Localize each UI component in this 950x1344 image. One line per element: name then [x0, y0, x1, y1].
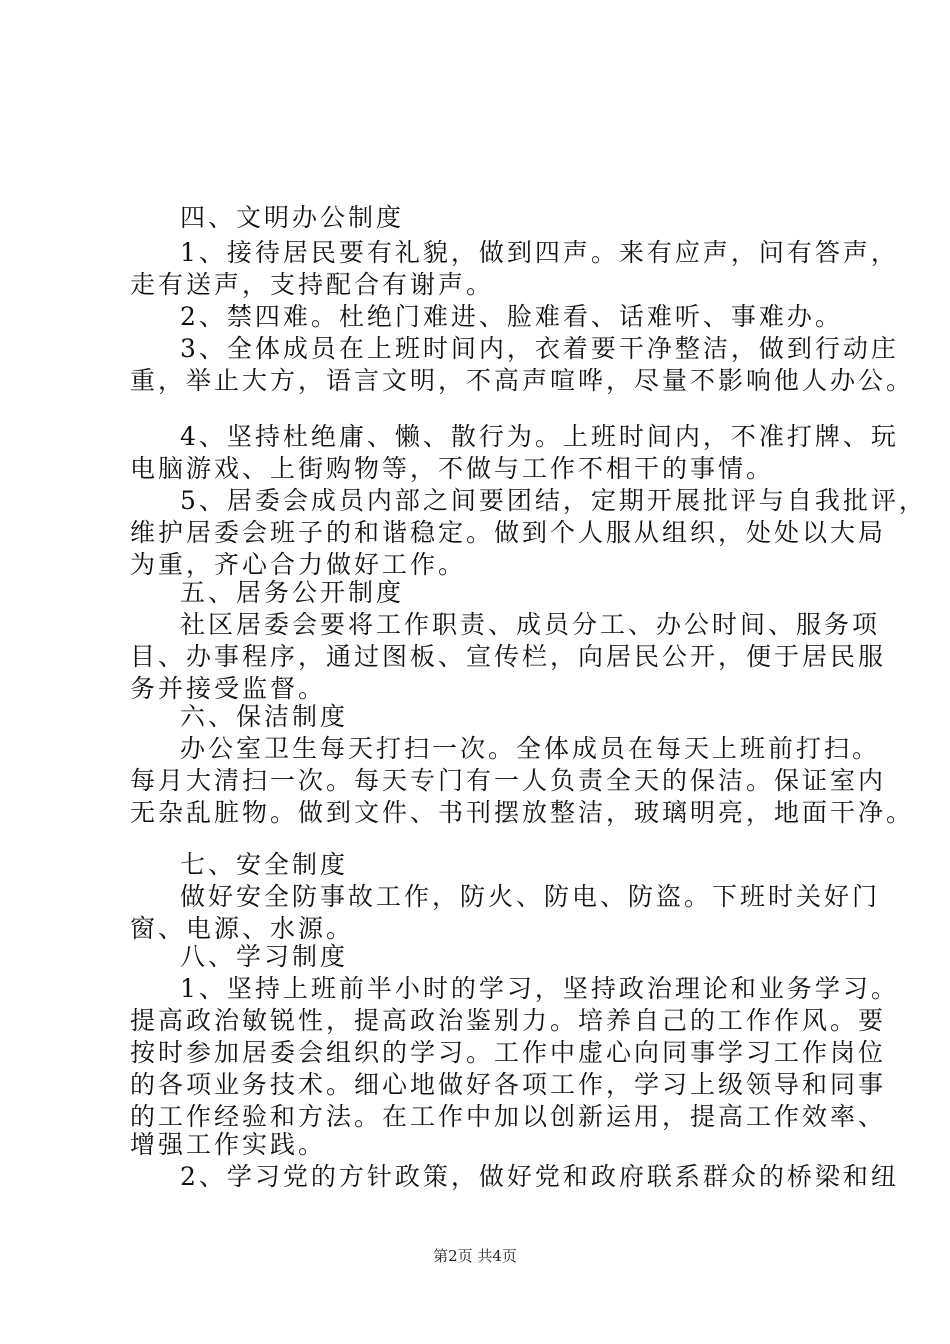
section-heading-4: 四、文明办公制度: [180, 203, 405, 232]
text-line: 为重，齐心合力做好工作。: [130, 550, 467, 579]
text-line: 无杂乱脏物。做到文件、书刊摆放整洁，玻璃明亮，地面干净。: [130, 798, 915, 827]
text-line: 增强工作实践。: [130, 1130, 327, 1159]
text-line: 社区居委会要将工作职责、成员分工、办公时间、服务项: [180, 610, 881, 639]
text-line: 4、坚持杜绝庸、懒、散行为。上班时间内，不准打牌、玩: [180, 422, 899, 451]
text-line: 提高政治敏锐性，提高政治鉴别力。培养自己的工作作风。要: [130, 1006, 887, 1035]
text-line: 务并接受监督。: [130, 674, 327, 703]
text-line: 重，举止大方，语言文明，不高声喧哗，尽量不影响他人办公。: [130, 366, 915, 395]
text-line: 每月大清扫一次。每天专门有一人负责全天的保洁。保证室内: [130, 766, 887, 795]
page-footer: 第2页 共4页: [433, 1247, 517, 1265]
section-heading-6: 六、保洁制度: [180, 702, 349, 731]
text-line: 2、禁四难。杜绝门难进、脸难看、话难听、事难办。: [180, 302, 843, 331]
section-heading-5: 五、居务公开制度: [180, 578, 405, 607]
text-line: 窗、电源、水源。: [130, 914, 355, 943]
text-line: 做好安全防事故工作，防火、防电、防盗。下班时关好门: [180, 882, 881, 911]
text-line: 的工作经验和方法。在工作中加以创新运用，提高工作效率、: [130, 1102, 887, 1131]
section-heading-7: 七、安全制度: [180, 850, 349, 879]
text-line: 办公室卫生每天打扫一次。全体成员在每天上班前打扫。: [180, 734, 881, 763]
section-heading-8: 八、学习制度: [180, 942, 349, 971]
text-line: 3、全体成员在上班时间内，衣着要干净整洁，做到行动庄: [180, 334, 899, 363]
text-line: 维护居委会班子的和谐稳定。做到个人服从组织，处处以大局: [130, 518, 887, 547]
text-line: 1、接待居民要有礼貌，做到四声。来有应声，问有答声，: [180, 238, 899, 267]
text-line: 5、居委会成员内部之间要团结，定期开展批评与自我批评，: [180, 486, 927, 515]
text-line: 目、办事程序，通过图板、宣传栏，向居民公开，便于居民服: [130, 642, 887, 671]
text-line: 走有送声，支持配合有谢声。: [130, 270, 495, 299]
text-line: 的各项业务技术。细心地做好各项工作，学习上级领导和同事: [130, 1070, 887, 1099]
text-line: 按时参加居委会组织的学习。工作中虚心向同事学习工作岗位: [130, 1038, 887, 1067]
text-line: 2、学习党的方针政策，做好党和政府联系群众的桥梁和纽: [180, 1162, 899, 1191]
text-line: 1、坚持上班前半小时的学习，坚持政治理论和业务学习。: [180, 974, 899, 1003]
text-line: 电脑游戏、上街购物等，不做与工作不相干的事情。: [130, 454, 775, 483]
